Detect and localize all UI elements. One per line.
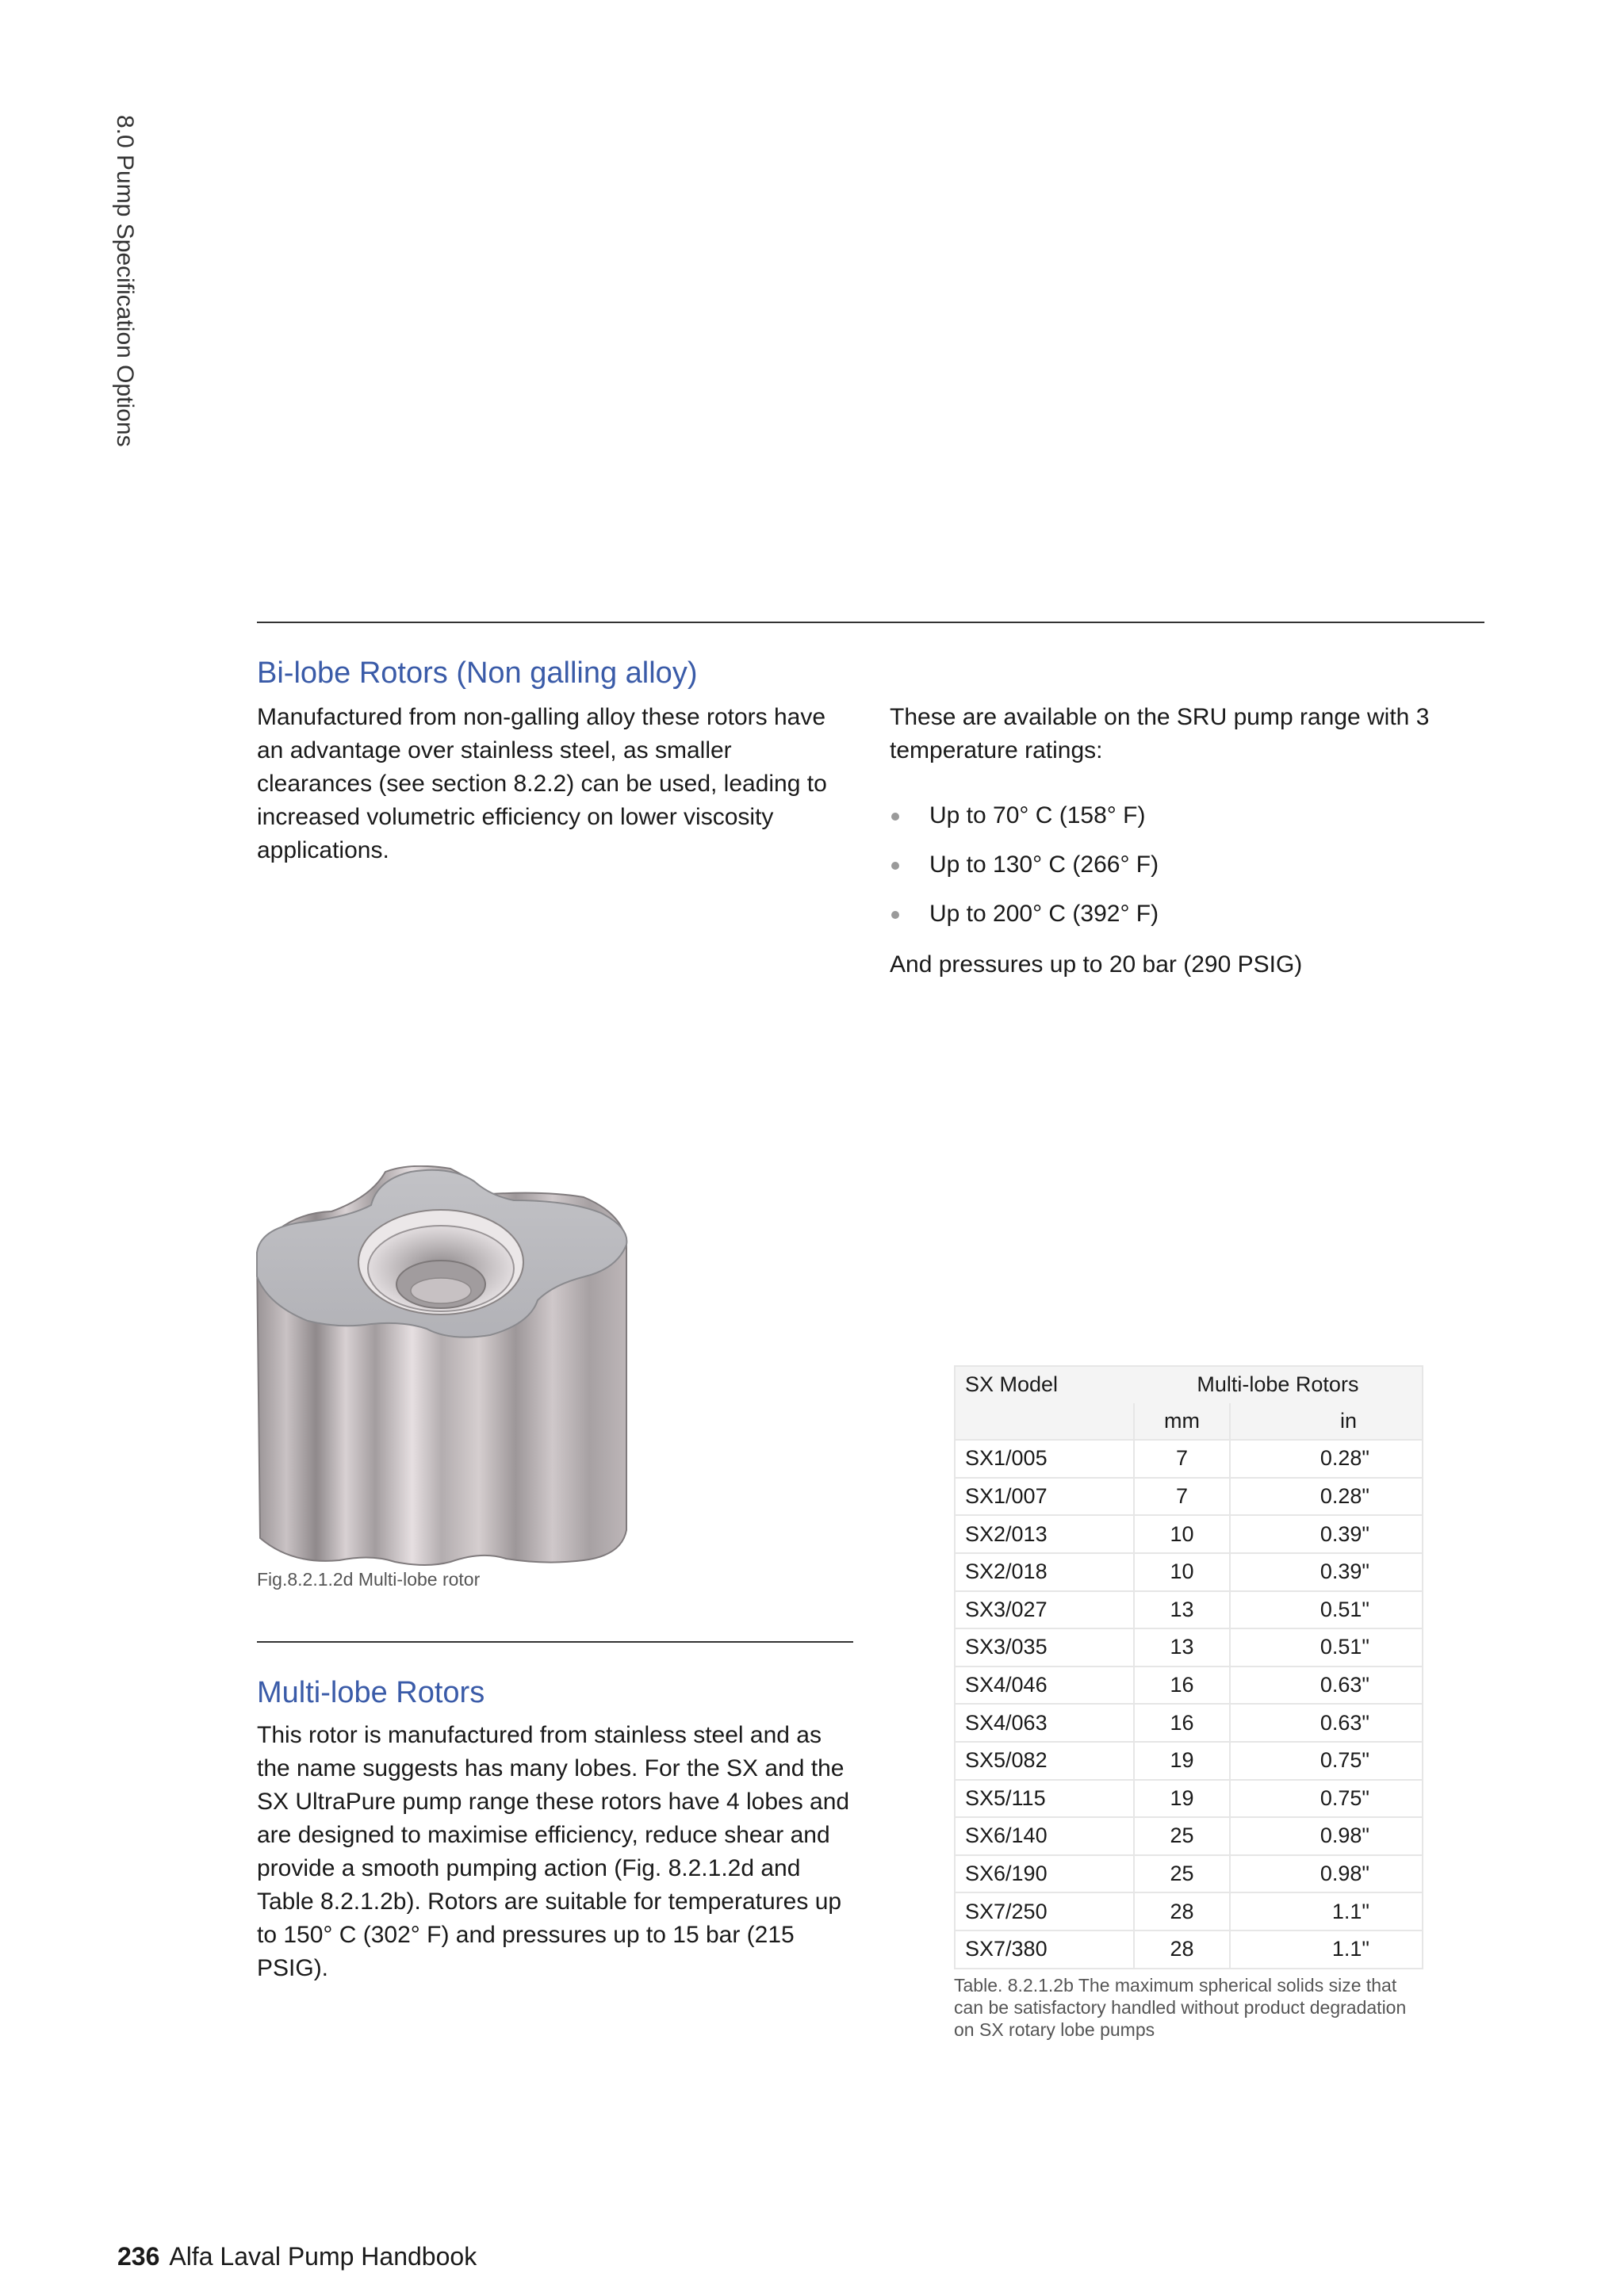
section-side-label <box>111 115 138 464</box>
table-row <box>955 1515 1423 1553</box>
cell-model: SX6/190 <box>955 1855 1134 1893</box>
cell-model: SX4/063 <box>955 1704 1134 1742</box>
list-item-text: Up to 130° C (266° F) <box>929 851 1159 878</box>
cell-in: 1.1" <box>1230 1892 1423 1931</box>
header-model: SX Model <box>955 1366 1134 1403</box>
table-body <box>955 1366 1423 1969</box>
cell-model: SX3/035 <box>955 1628 1134 1667</box>
multilobe-text: This rotor is manufactured from stainless steel and as the name suggests has many lobes. For the SX and the SX UltraPure pump range these rotors have 4 lobes and are designed to maximise efficiency, reduce shear and provide a smooth pumping action (Fig. 8.2.1.2d and Table 8.2.1.2b). Rotors are suitable for temperatures up to 150° C (302° F) and pressures up to 15 bar (215 PSIG). <box>257 1722 850 1981</box>
cell-mm: 19 <box>1134 1742 1230 1780</box>
multilobe-heading: Multi-lobe Rotors <box>257 1676 485 1709</box>
cell-model: SX4/046 <box>955 1667 1134 1705</box>
cell-model: SX2/018 <box>955 1553 1134 1591</box>
cell-in: 0.28" <box>1230 1440 1423 1478</box>
multi-lobe-rotor-image <box>252 1165 631 1568</box>
table-row <box>955 1591 1423 1629</box>
cell-model: SX5/082 <box>955 1742 1134 1780</box>
table-row <box>955 1704 1423 1742</box>
figure-caption: Fig.8.2.1.2d Multi-lobe rotor <box>257 1569 481 1590</box>
page-number: 236 <box>117 2242 160 2271</box>
list-item <box>890 848 1461 897</box>
cell-in: 0.75" <box>1230 1780 1423 1818</box>
cell-mm: 16 <box>1134 1704 1230 1742</box>
bilobe-right-outro-text: And pressures up to 20 bar (290 PSIG) <box>890 951 1303 978</box>
cell-mm: 10 <box>1134 1553 1230 1591</box>
header-in: in <box>1230 1403 1423 1441</box>
cell-mm: 28 <box>1134 1931 1230 1969</box>
table-caption: Table. 8.2.1.2b The maximum spherical solids size that can be satisfactory handled without product degradation on SX rotary lobe pumps <box>954 1975 1407 2040</box>
cell-mm: 28 <box>1134 1892 1230 1931</box>
cell-in: 1.1" <box>1230 1931 1423 1969</box>
cell-mm: 10 <box>1134 1515 1230 1553</box>
cell-in: 0.75" <box>1230 1742 1423 1780</box>
cell-in: 0.51" <box>1230 1628 1423 1667</box>
bullet-dot-icon <box>891 911 899 919</box>
table-row <box>955 1931 1423 1969</box>
table-row <box>955 1855 1423 1893</box>
multilobe-paragraph <box>257 1719 860 1985</box>
bilobe-right-intro-text: These are available on the SRU pump range with 3 temperature ratings: <box>890 704 1430 763</box>
cell-mm: 13 <box>1134 1591 1230 1629</box>
cell-mm: 25 <box>1134 1855 1230 1893</box>
table-row <box>955 1817 1423 1855</box>
table-row <box>955 1478 1423 1516</box>
cell-model: SX2/013 <box>955 1515 1134 1553</box>
cell-in: 0.28" <box>1230 1478 1423 1516</box>
cell-mm: 19 <box>1134 1780 1230 1818</box>
cell-model: SX3/027 <box>955 1591 1134 1629</box>
cell-in: 0.39" <box>1230 1553 1423 1591</box>
header-group: Multi-lobe Rotors <box>1134 1366 1423 1403</box>
page-footer <box>117 2242 477 2271</box>
top-section-rule <box>257 622 1484 623</box>
bullet-dot-icon <box>891 813 899 821</box>
cell-mm: 7 <box>1134 1440 1230 1478</box>
cell-model: SX7/250 <box>955 1892 1134 1931</box>
cell-model: SX1/007 <box>955 1478 1134 1516</box>
cell-in: 0.98" <box>1230 1855 1423 1893</box>
cell-mm: 13 <box>1134 1628 1230 1667</box>
list-item <box>890 799 1461 848</box>
multilobe-section-rule <box>257 1641 853 1643</box>
cell-model: SX5/115 <box>955 1780 1134 1818</box>
table-row <box>955 1553 1423 1591</box>
table-header-row <box>955 1366 1423 1403</box>
cell-in: 0.63" <box>1230 1667 1423 1705</box>
footer-title: Alfa Laval Pump Handbook <box>169 2242 477 2271</box>
temperature-rating-list <box>890 799 1461 947</box>
cell-model: SX6/140 <box>955 1817 1134 1855</box>
table-row <box>955 1440 1423 1478</box>
list-item-text: Up to 70° C (158° F) <box>929 802 1146 828</box>
cell-in: 0.51" <box>1230 1591 1423 1629</box>
side-label-text: 8.0 Pump Specification Options <box>112 115 138 447</box>
bilobe-left-paragraph <box>257 701 828 867</box>
table-row <box>955 1892 1423 1931</box>
cell-model: SX7/380 <box>955 1931 1134 1969</box>
cell-mm: 16 <box>1134 1667 1230 1705</box>
cell-mm: 7 <box>1134 1478 1230 1516</box>
solids-size-table <box>954 1365 1423 1969</box>
bilobe-heading: Bi-lobe Rotors (Non galling alloy) <box>257 656 698 690</box>
bilobe-right-outro <box>890 948 1461 982</box>
table-row <box>955 1780 1423 1818</box>
cell-in: 0.98" <box>1230 1817 1423 1855</box>
cell-model: SX1/005 <box>955 1440 1134 1478</box>
cell-in: 0.39" <box>1230 1515 1423 1553</box>
header-mm: mm <box>1134 1403 1230 1441</box>
header-blank <box>955 1403 1134 1441</box>
table-row <box>955 1742 1423 1780</box>
bullet-dot-icon <box>891 862 899 870</box>
cell-mm: 25 <box>1134 1817 1230 1855</box>
cell-in: 0.63" <box>1230 1704 1423 1742</box>
table-row <box>955 1628 1423 1667</box>
table-row <box>955 1667 1423 1705</box>
list-item <box>890 897 1461 947</box>
bilobe-left-text: Manufactured from non-galling alloy these rotors have an advantage over stainless steel, as smaller clearances (see section 8.2.2) can be used, leading to increased volumetric efficiency on lower viscosity applications. <box>257 704 827 863</box>
list-item-text: Up to 200° C (392° F) <box>929 901 1159 927</box>
bilobe-right-intro <box>890 701 1461 767</box>
table-subheader-row <box>955 1403 1423 1441</box>
